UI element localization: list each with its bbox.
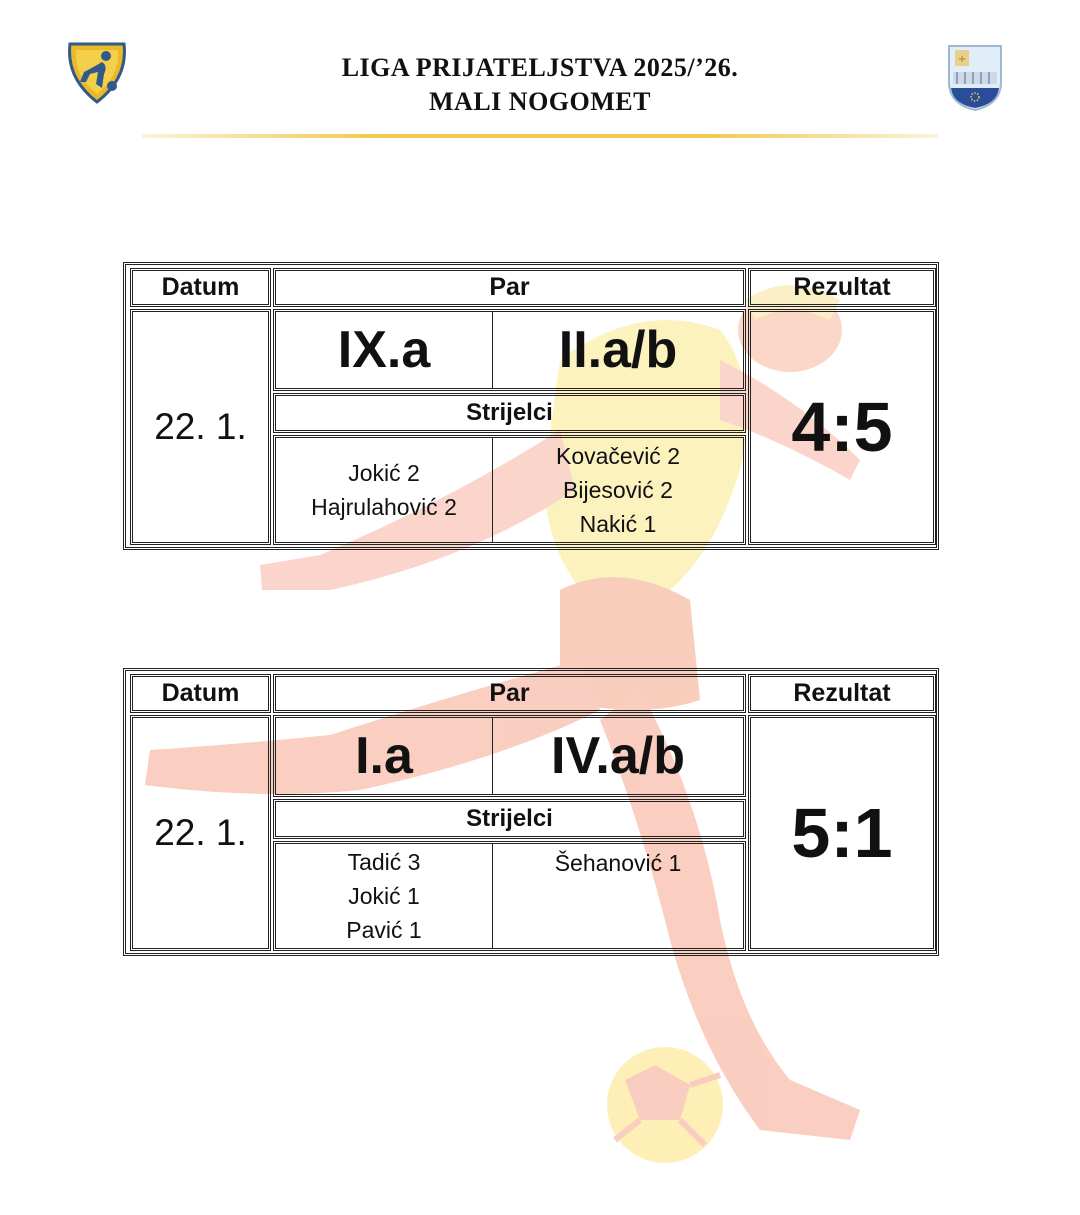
match-table: [123, 262, 939, 550]
header-divider: [142, 134, 938, 138]
away-scorers: [493, 438, 743, 542]
page-subtitle: MALI NOGOMET: [429, 87, 651, 116]
away-team: II.a/b: [558, 321, 678, 379]
match-pair: [273, 715, 746, 797]
scorer: Nakić 1: [579, 511, 657, 537]
svg-text:+: +: [958, 51, 966, 66]
away-scorers: [493, 844, 743, 948]
home-scorers: [276, 438, 493, 542]
datum-header: Datum: [130, 674, 271, 713]
match-date: 22. 1.: [130, 715, 271, 951]
datum-header: Datum: [130, 268, 271, 307]
rezultat-header: Rezultat: [748, 674, 936, 713]
page-title: LIGA PRIJATELJSTVA 2025/’26.: [341, 53, 739, 82]
scorer: Jokić 1: [348, 883, 420, 909]
scorers-row: [273, 435, 746, 545]
scorer: Kovačević 2: [555, 443, 680, 469]
home-team: IX.a: [276, 312, 493, 388]
scorer: Bijesović 2: [563, 477, 673, 503]
scorers-row: [273, 841, 746, 951]
match-result: 5:1: [748, 715, 936, 951]
away-team: IV.a/b: [551, 727, 685, 785]
match-result: 4:5: [748, 309, 936, 545]
home-team: I.a: [276, 718, 493, 794]
strijelci-header: Strijelci: [273, 799, 746, 839]
strijelci-header: Strijelci: [273, 393, 746, 433]
match-table: [123, 668, 939, 956]
match-date: 22. 1.: [130, 309, 271, 545]
scorer: Hajrulahović 2: [311, 494, 457, 520]
scorer: Pavić 1: [346, 917, 422, 943]
scorer: Tadić 3: [347, 849, 421, 875]
scorer: Šehanović 1: [554, 850, 682, 876]
match-pair: [273, 309, 746, 391]
home-scorers: [276, 844, 493, 948]
rezultat-header: Rezultat: [748, 268, 936, 307]
par-header: Par: [273, 268, 746, 307]
scorer: Jokić 2: [348, 460, 420, 486]
par-header: Par: [273, 674, 746, 713]
